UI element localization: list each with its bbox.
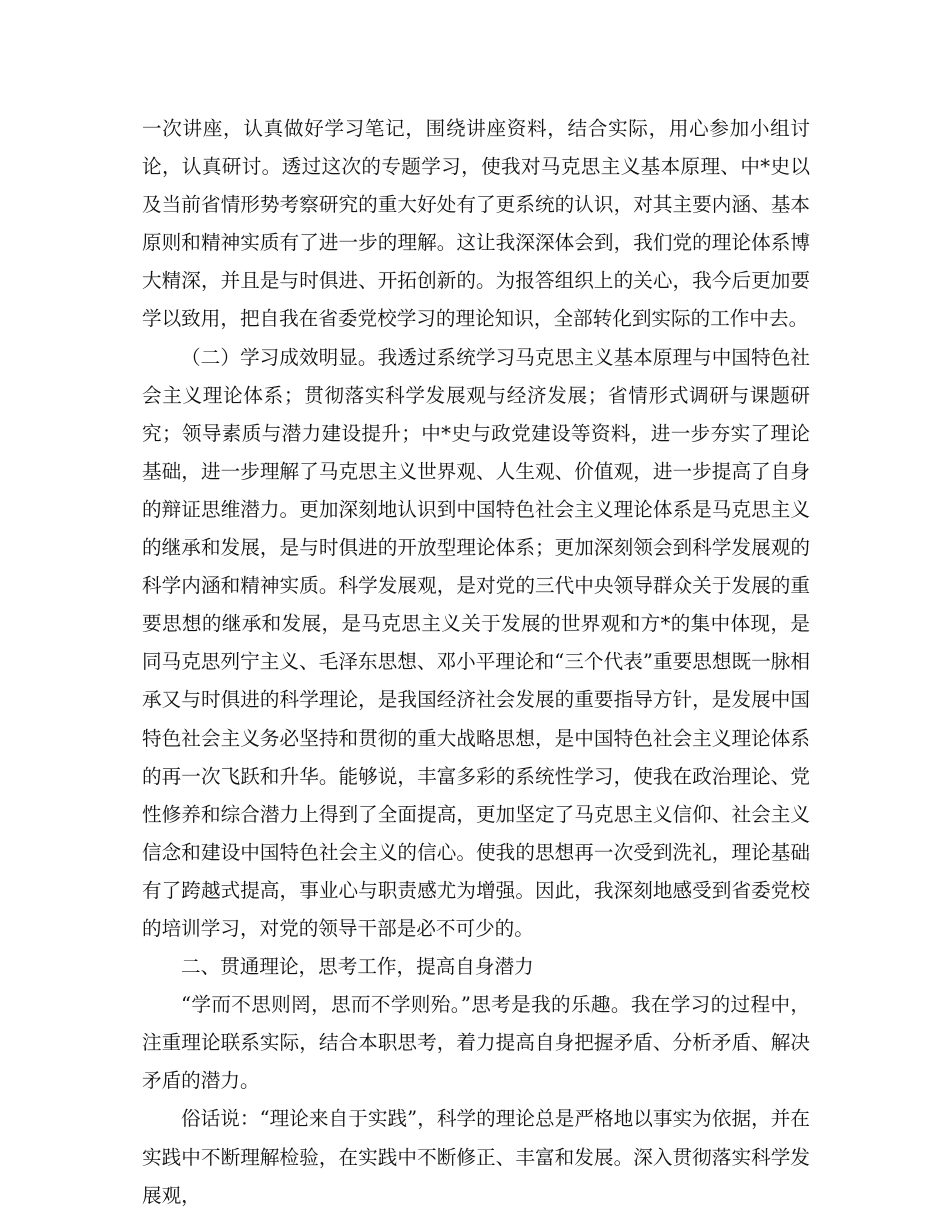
paragraph-learning-results: （二）学习成效明显。我透过系统学习马克思主义基本原理与中国特色社会主义理论体系；贯彻落实科学发展观与经济发展；省情形式调研与课题研究；领导素质与潜力建设提升；中*史与政党建设等资料，进一步夯实了理论基础，进一步理解了马克思主义世界观、人生观、价值观，进一步提高了自身的辩证思维潜力。更加深刻地认识到中国特色社会主义理论体系是马克思主义的继承和发展，是与时俱进的开放型理论体系；更加深刻领会到科学发展观的科学内涵和精神实质。科学发展观，是对党的三代中央领导群众关于发展的重要思想的继承和发展，是马克思主义关于发展的世界观和方*的集中体现，是同马克思列宁主义、毛泽东思想、邓小平理论和“三个代表”重要思想既一脉相承又与时俱进的科学理论，是我国经济社会发展的重要指导方针，是发展中国特色社会主义务必坚持和贯彻的重大战略思想，是中国特色社会主义理论体系的再一次飞跃和升华。能够说，丰富多彩的系统性学习，使我在政治理论、党性修养和综合潜力上得到了全面提高，更加坚定了马克思主义信仰、社会主义信念和建设中国特色社会主义的信心。使我的思想再一次受到洗礼，理论基础有了跨越式提高，事业心与职责感尤为增强。因此，我深刻地感受到省委党校的培训学习，对党的领导干部是必不可少的。 (142, 345, 810, 940)
paragraph-thinking: “学而不思则罔，思而不学则殆。”思考是我的乐趣。我在学习的过程中，注重理论联系实际，结合本职思考，着力提高自身把握矛盾、分析矛盾、解决矛盾的潜力。 (142, 993, 810, 1093)
paragraph-practice: 俗话说：“理论来自于实践”，科学的理论总是严格地以事实为依据，并在实践中不断理解检验，在实践中不断修正、丰富和发展。深入贯彻落实科学发展观， (142, 1107, 810, 1207)
document-body (142, 110, 810, 1215)
section-heading-2: 二、贯通理论，思考工作，提高自身潜力 (181, 955, 534, 979)
paragraph-continuation: 一次讲座，认真做好学习笔记，围绕讲座资料，结合实际，用心参加小组讨论，认真研讨。透过这次的专题学习，使我对马克思主义基本原理、中*史以及当前省情形势考察研究的重大好处有了更系统的认识，对其主要内涵、基本原则和精神实质有了进一步的理解。这让我深深体会到，我们党的理论体系博大精深，并且是与时俱进、开拓创新的。为报答组织上的关心，我今后更加要学以致用，把自我在省委党校学习的理论知识，全部转化到实际的工作中去。 (142, 117, 810, 331)
